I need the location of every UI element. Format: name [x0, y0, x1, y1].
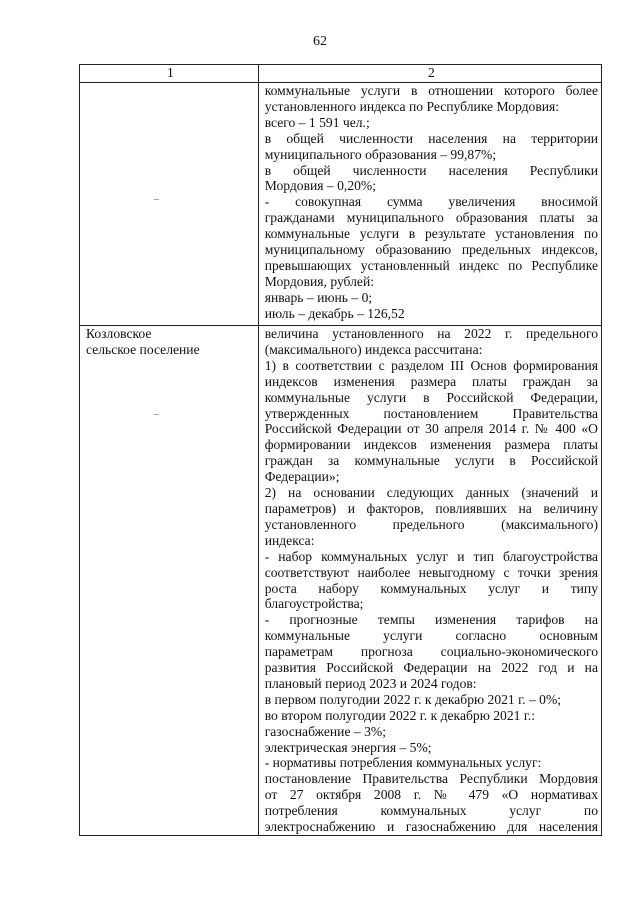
row-1-left-cell — [80, 83, 259, 326]
text-line: в общей численности населения на территории — [264, 130, 598, 146]
text-line: параметров) и факторов, повлиявших на величину — [264, 500, 598, 516]
text-line: 2) на основании следующих данных (значений и — [264, 485, 598, 501]
text-line: превышающих установленный индекс по Республике — [264, 257, 598, 273]
text-line: - совокупная сумма увеличения вносимой — [264, 194, 598, 210]
text-line: соответствуют наиболее невыгодному с точки зрения — [264, 564, 598, 580]
document-table — [79, 64, 602, 836]
text-line: потребления коммунальных услуг по — [264, 803, 598, 819]
text-line: июль – декабрь – 126,52 — [264, 305, 405, 321]
text-line: граждан за коммунальные услуги в Российской — [264, 453, 598, 469]
text-line: Мордовия, рублей: — [264, 273, 375, 289]
text-line: Мордовия – 0,20%; — [264, 178, 377, 194]
text-line: - набор коммунальных услуг и тип благоустройства — [264, 548, 598, 564]
text-line: плановый период 2023 и 2024 годов: — [264, 675, 477, 691]
text-line: муниципальному образованию предельных индексов, — [264, 242, 598, 258]
row-2-left-cell — [80, 326, 259, 836]
text-line: муниципального образования – 99,87%; — [264, 146, 497, 162]
text-line: в общей численности населения Республики — [264, 162, 598, 178]
text-line: Федерации»; — [264, 469, 340, 485]
text-line: роста набору коммунальных услуг и типу — [264, 580, 598, 596]
text-line: в первом полугодии 2022 г. к декабрю 2021 г. – 0%; — [264, 691, 562, 707]
row-2-text-cell — [258, 326, 601, 836]
text-line: - прогнозные темпы изменения тарифов на — [264, 612, 598, 628]
text-line: установленного индекса по Республике Мордовия: — [264, 98, 560, 114]
text-line: индексов изменения размера платы граждан за — [264, 373, 598, 389]
text-line: (максимального) индекса рассчитана: — [264, 341, 483, 357]
table-row — [80, 326, 602, 836]
municipality-name-line: сельское поселение — [86, 341, 200, 357]
text-line: индекса: — [264, 532, 315, 548]
text-line: электрическая энергия – 5%; — [264, 739, 432, 755]
column-header-2: 2 — [258, 65, 601, 83]
text-line: газоснабжение – 3%; — [264, 723, 386, 739]
column-header-1: 1 — [80, 65, 259, 83]
text-line: параметрам прогноза социально-экономического — [264, 644, 598, 660]
text-line: Российской Федерации от 30 апреля 2014 г. № 400 «О — [264, 421, 598, 437]
table-row — [80, 83, 602, 326]
text-line: утвержденных постановлением Правительства — [264, 405, 598, 421]
text-line: величина установленного на 2022 г. предельного — [264, 326, 598, 341]
text-line: постановление Правительства Республики Мордовия — [264, 771, 598, 787]
dash-mark: – — [154, 409, 159, 420]
text-line: коммунальные услуги в отношении которого более — [264, 83, 598, 98]
text-line: коммунальные услуги согласно основным — [264, 628, 598, 644]
text-line: гражданами муниципального образования платы за — [264, 210, 598, 226]
text-line: всего – 1 591 чел.; — [264, 114, 370, 130]
text-line: формировании индексов изменения размера платы — [264, 437, 598, 453]
text-line: коммунальные услуги в Российской Федерации, — [264, 389, 598, 405]
text-line: январь – июнь – 0; — [264, 289, 373, 305]
text-line: от 27 октября 2008 г. № 479 «О нормативах — [264, 787, 598, 803]
text-line: благоустройства; — [264, 596, 364, 612]
page-number: 62 — [313, 34, 327, 49]
text-line: во втором полугодии 2022 г. к декабрю 2021 г.: — [264, 707, 536, 723]
text-line: коммунальные услуги в результате установления по — [264, 226, 598, 242]
text-line: электроснабжению и газоснабжению для населения — [264, 819, 598, 835]
table-header-row — [80, 65, 602, 83]
text-line: установленного предельного (максимального) — [264, 516, 598, 532]
text-line: - нормативы потребления коммунальных услуг: — [264, 755, 542, 771]
text-line: развития Российской Федерации на 2022 год и на — [264, 660, 598, 676]
municipality-name-line: Козловское — [86, 326, 152, 341]
text-line: 1) в соответствии с разделом III Основ формирования — [264, 357, 598, 373]
row-1-text-cell — [258, 83, 601, 326]
dash-mark: – — [154, 194, 159, 205]
